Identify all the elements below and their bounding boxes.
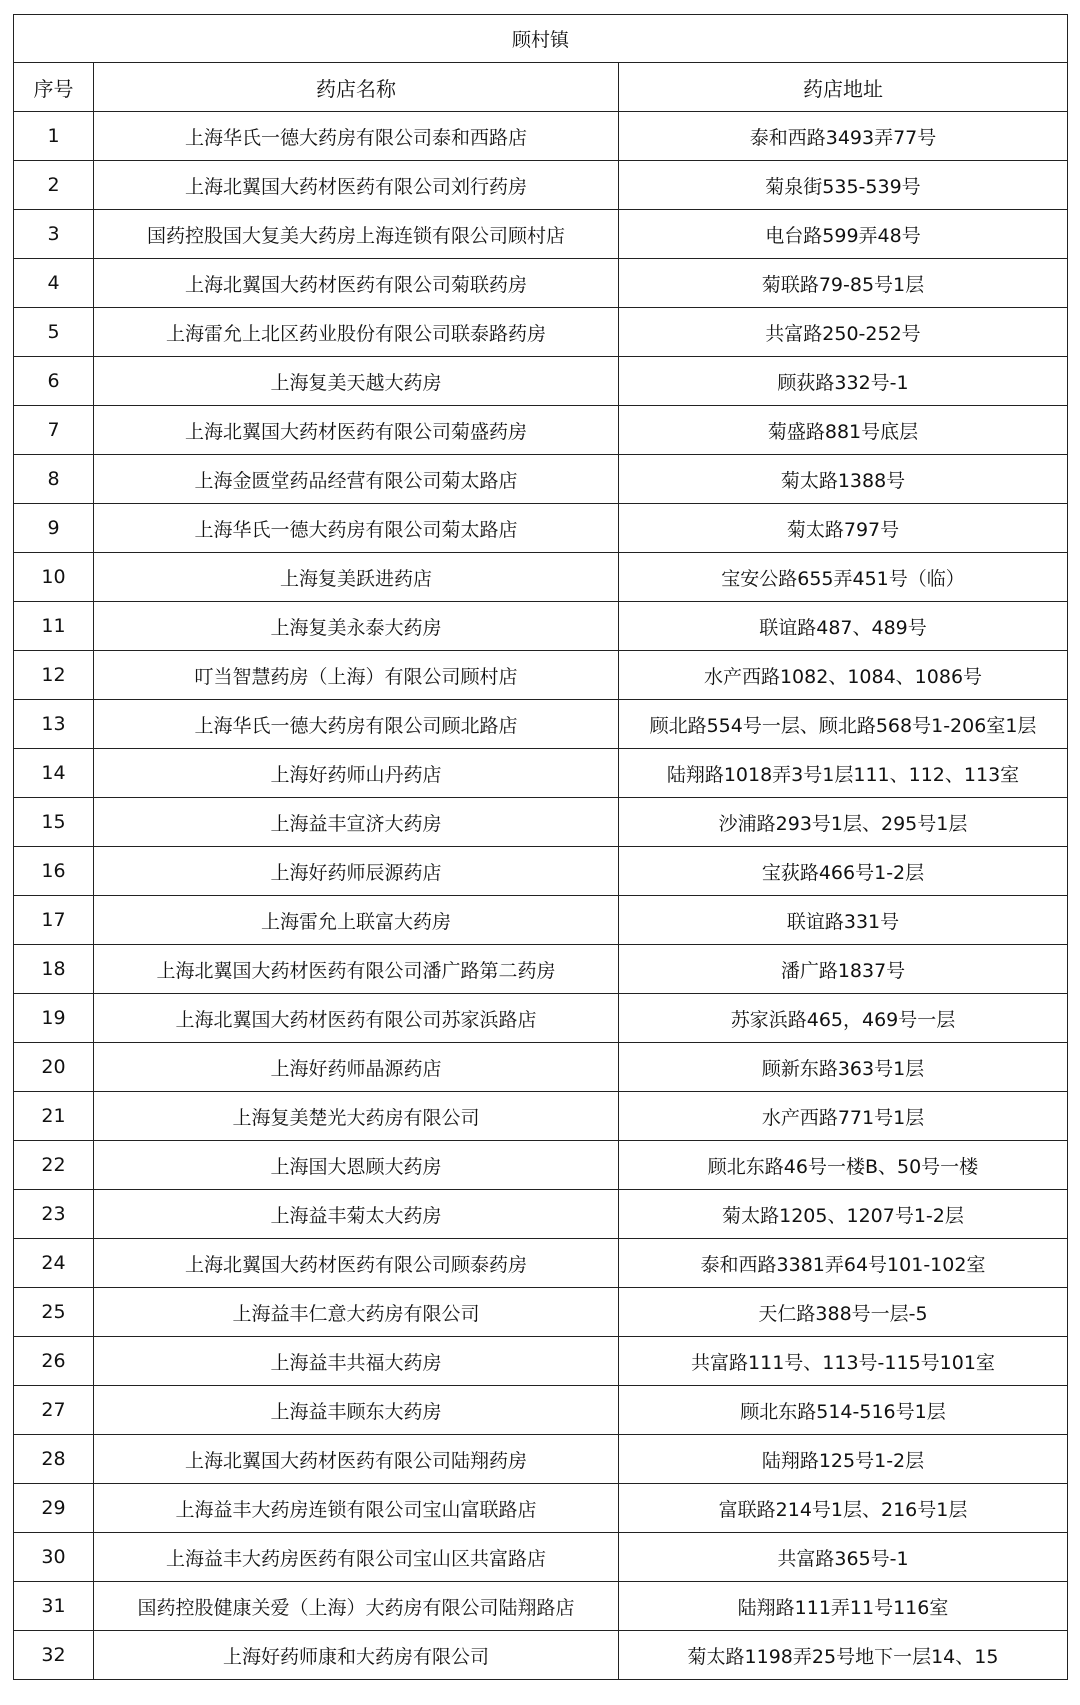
table-row [14,602,1068,651]
cell-address: 顾北东路46号一楼B、50号一楼 [619,1141,1068,1190]
cell-address: 联谊路487、489号 [619,602,1068,651]
cell-name: 上海雷允上联富大药房 [94,896,619,945]
cell-name: 上海复美天越大药房 [94,357,619,406]
cell-name: 上海复美跃进药店 [94,553,619,602]
cell-address: 电台路599弄48号 [619,210,1068,259]
cell-no: 26 [14,1337,94,1386]
cell-address: 顾荻路332号-1 [619,357,1068,406]
cell-no: 3 [14,210,94,259]
table-title-row [14,15,1068,63]
cell-no: 6 [14,357,94,406]
cell-no: 22 [14,1141,94,1190]
cell-name: 上海国大恩顾大药房 [94,1141,619,1190]
cell-name: 上海好药师山丹药店 [94,749,619,798]
cell-address: 菊太路1205、1207号1-2层 [619,1190,1068,1239]
table-row [14,504,1068,553]
table-title: 顾村镇 [14,15,1068,63]
table-row [14,945,1068,994]
cell-no: 32 [14,1631,94,1680]
cell-address: 菊太路797号 [619,504,1068,553]
cell-name: 上海北翼国大药材医药有限公司菊联药房 [94,259,619,308]
cell-name: 上海复美永泰大药房 [94,602,619,651]
cell-no: 14 [14,749,94,798]
cell-no: 28 [14,1435,94,1484]
cell-name: 上海雷允上北区药业股份有限公司联泰路药房 [94,308,619,357]
cell-no: 12 [14,651,94,700]
cell-name: 上海益丰菊太大药房 [94,1190,619,1239]
table-row [14,308,1068,357]
cell-address: 潘广路1837号 [619,945,1068,994]
cell-name: 上海益丰宣济大药房 [94,798,619,847]
cell-no: 8 [14,455,94,504]
cell-address: 沙浦路293号1层、295号1层 [619,798,1068,847]
table-row [14,651,1068,700]
cell-no: 16 [14,847,94,896]
cell-name: 上海北翼国大药材医药有限公司苏家浜路店 [94,994,619,1043]
cell-address: 菊太路1198弄25号地下一层14、15 [619,1631,1068,1680]
cell-name: 上海益丰大药房连锁有限公司宝山富联路店 [94,1484,619,1533]
cell-address: 水产西路771号1层 [619,1092,1068,1141]
cell-no: 9 [14,504,94,553]
cell-no: 24 [14,1239,94,1288]
cell-name: 上海金匮堂药品经营有限公司菊太路店 [94,455,619,504]
cell-name: 国药控股国大复美大药房上海连锁有限公司顾村店 [94,210,619,259]
table-row [14,406,1068,455]
cell-no: 11 [14,602,94,651]
cell-address: 顾北路554号一层、顾北路568号1-206室1层 [619,700,1068,749]
table-row [14,1337,1068,1386]
cell-address: 共富路111号、113号-115号101室 [619,1337,1068,1386]
table-row [14,259,1068,308]
cell-no: 7 [14,406,94,455]
cell-name: 上海益丰大药房医药有限公司宝山区共富路店 [94,1533,619,1582]
cell-name: 上海复美楚光大药房有限公司 [94,1092,619,1141]
cell-name: 上海好药师晶源药店 [94,1043,619,1092]
cell-address: 联谊路331号 [619,896,1068,945]
cell-no: 31 [14,1582,94,1631]
cell-no: 4 [14,259,94,308]
cell-address: 天仁路388号一层-5 [619,1288,1068,1337]
cell-address: 宝安公路655弄451号（临） [619,553,1068,602]
cell-address: 陆翔路125号1-2层 [619,1435,1068,1484]
cell-address: 水产西路1082、1084、1086号 [619,651,1068,700]
cell-no: 10 [14,553,94,602]
cell-no: 30 [14,1533,94,1582]
cell-name: 上海北翼国大药材医药有限公司刘行药房 [94,161,619,210]
table-row [14,1043,1068,1092]
table-row [14,847,1068,896]
table-row [14,112,1068,161]
cell-name: 上海益丰顾东大药房 [94,1386,619,1435]
cell-no: 15 [14,798,94,847]
cell-name: 上海益丰共福大药房 [94,1337,619,1386]
cell-no: 18 [14,945,94,994]
table-row [14,1631,1068,1680]
cell-address: 共富路365号-1 [619,1533,1068,1582]
cell-no: 13 [14,700,94,749]
cell-name: 上海北翼国大药材医药有限公司陆翔药房 [94,1435,619,1484]
cell-address: 陆翔路1018弄3号1层111、112、113室 [619,749,1068,798]
cell-name: 上海北翼国大药材医药有限公司顾泰药房 [94,1239,619,1288]
cell-no: 1 [14,112,94,161]
cell-address: 苏家浜路465，469号一层 [619,994,1068,1043]
cell-no: 25 [14,1288,94,1337]
table-row [14,1092,1068,1141]
cell-address: 顾新东路363号1层 [619,1043,1068,1092]
table-row [14,749,1068,798]
cell-no: 20 [14,1043,94,1092]
cell-name: 国药控股健康关爱（上海）大药房有限公司陆翔路店 [94,1582,619,1631]
cell-name: 上海北翼国大药材医药有限公司菊盛药房 [94,406,619,455]
cell-name: 上海益丰仁意大药房有限公司 [94,1288,619,1337]
cell-address: 泰和西路3493弄77号 [619,112,1068,161]
cell-address: 宝荻路466号1-2层 [619,847,1068,896]
table-row [14,700,1068,749]
table-row [14,1288,1068,1337]
cell-address: 顾北东路514-516号1层 [619,1386,1068,1435]
cell-no: 17 [14,896,94,945]
cell-no: 23 [14,1190,94,1239]
table-row [14,210,1068,259]
table-row [14,1386,1068,1435]
cell-name: 上海华氏一德大药房有限公司顾北路店 [94,700,619,749]
table-row [14,1582,1068,1631]
cell-name: 上海北翼国大药材医药有限公司潘广路第二药房 [94,945,619,994]
table-row [14,1484,1068,1533]
table-row [14,553,1068,602]
pharmacy-table [13,14,1068,1680]
table-row [14,455,1068,504]
cell-address: 泰和西路3381弄64号101-102室 [619,1239,1068,1288]
table-header-row [14,63,1068,112]
cell-name: 上海华氏一德大药房有限公司菊太路店 [94,504,619,553]
table-body [14,112,1068,1680]
cell-name: 上海华氏一德大药房有限公司泰和西路店 [94,112,619,161]
cell-no: 19 [14,994,94,1043]
table-row [14,994,1068,1043]
cell-no: 2 [14,161,94,210]
table-row [14,1435,1068,1484]
table-row [14,798,1068,847]
cell-address: 菊盛路881号底层 [619,406,1068,455]
table-row [14,1533,1068,1582]
cell-no: 27 [14,1386,94,1435]
table-row [14,161,1068,210]
cell-address: 菊太路1388号 [619,455,1068,504]
table-row [14,1190,1068,1239]
header-name: 药店名称 [94,63,619,112]
table-row [14,1141,1068,1190]
cell-name: 上海好药师辰源药店 [94,847,619,896]
cell-no: 29 [14,1484,94,1533]
cell-address: 共富路250-252号 [619,308,1068,357]
cell-name: 叮当智慧药房（上海）有限公司顾村店 [94,651,619,700]
table-row [14,1239,1068,1288]
cell-no: 5 [14,308,94,357]
header-no: 序号 [14,63,94,112]
cell-no: 21 [14,1092,94,1141]
cell-address: 菊联路79-85号1层 [619,259,1068,308]
table-row [14,357,1068,406]
cell-name: 上海好药师康和大药房有限公司 [94,1631,619,1680]
header-address: 药店地址 [619,63,1068,112]
table-row [14,896,1068,945]
cell-address: 菊泉街535-539号 [619,161,1068,210]
cell-address: 陆翔路111弄11号116室 [619,1582,1068,1631]
cell-address: 富联路214号1层、216号1层 [619,1484,1068,1533]
